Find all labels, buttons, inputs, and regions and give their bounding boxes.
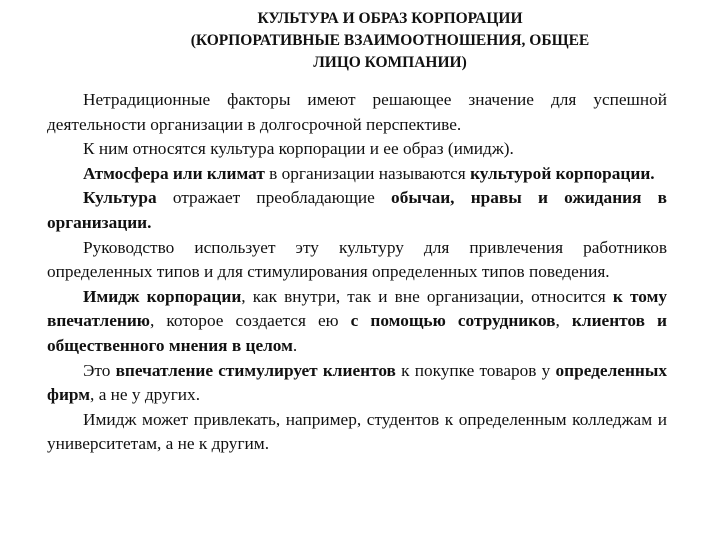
slide-title bbox=[130, 8, 650, 74]
paragraph-1 bbox=[47, 88, 667, 137]
bold-text-segment: Культура bbox=[83, 188, 157, 208]
text-segment: К ним относятся культура корпорации и ее образ (имидж). bbox=[83, 139, 514, 159]
text-segment: Это bbox=[83, 360, 116, 380]
bold-text-segment: к тому впечатлению bbox=[47, 286, 667, 331]
text-segment: отражает преобладающие bbox=[156, 188, 392, 208]
paragraph-3 bbox=[47, 162, 667, 187]
bold-text-segment: с помощью сотрудников bbox=[350, 311, 556, 331]
paragraph-5 bbox=[47, 236, 667, 285]
text-segment: Нетрадиционные факторы имеют решающее значение для успешной деятельности организации в долгосрочной перспективе. bbox=[47, 90, 667, 134]
bold-text-segment: культурой корпорации. bbox=[470, 163, 655, 183]
bold-text-segment: Имидж корпорации bbox=[83, 286, 242, 306]
bold-text-segment: Атмосфера или климат bbox=[83, 163, 265, 183]
text-segment: , а не у других. bbox=[90, 385, 201, 405]
bold-text-segment: определенных фирм bbox=[47, 360, 667, 405]
paragraph-8 bbox=[47, 408, 667, 457]
slide-body bbox=[47, 88, 667, 457]
text-segment: Имидж может привлекать, например, студентов к определенным колледжам и университетам, а не к другим. bbox=[47, 409, 667, 454]
title-line-1: КУЛЬТУРА И ОБРАЗ КОРПОРАЦИИ bbox=[257, 10, 523, 27]
bold-text-segment: впечатление стимулирует клиентов bbox=[115, 360, 396, 380]
text-segment: Руководство использует эту культуру для привлечения работников определенных типов и для стимулирования определенных типов поведения. bbox=[47, 237, 667, 282]
text-segment: в организации называются bbox=[264, 163, 471, 183]
paragraph-2 bbox=[47, 137, 667, 162]
bold-text-segment: клиентов и общественного мнения в целом bbox=[47, 311, 667, 355]
paragraph-7 bbox=[47, 359, 667, 408]
text-segment: , bbox=[555, 311, 572, 331]
text-segment: к покупке товаров у bbox=[395, 360, 556, 380]
text-segment: . bbox=[292, 335, 298, 355]
paragraph-4 bbox=[47, 186, 667, 235]
paragraph-6 bbox=[47, 285, 667, 359]
bold-text-segment: обычаи, нравы и ожидания в организации. bbox=[47, 188, 667, 232]
text-segment: , которое создается ею bbox=[150, 311, 351, 331]
text-segment: , как внутри, так и вне организации, относится bbox=[241, 286, 613, 306]
title-line-2: (КОРПОРАТИВНЫЕ ВЗАИМООТНОШЕНИЯ, ОБЩЕЕ bbox=[190, 32, 590, 49]
title-line-3: ЛИЦО КОМПАНИИ) bbox=[313, 54, 467, 71]
